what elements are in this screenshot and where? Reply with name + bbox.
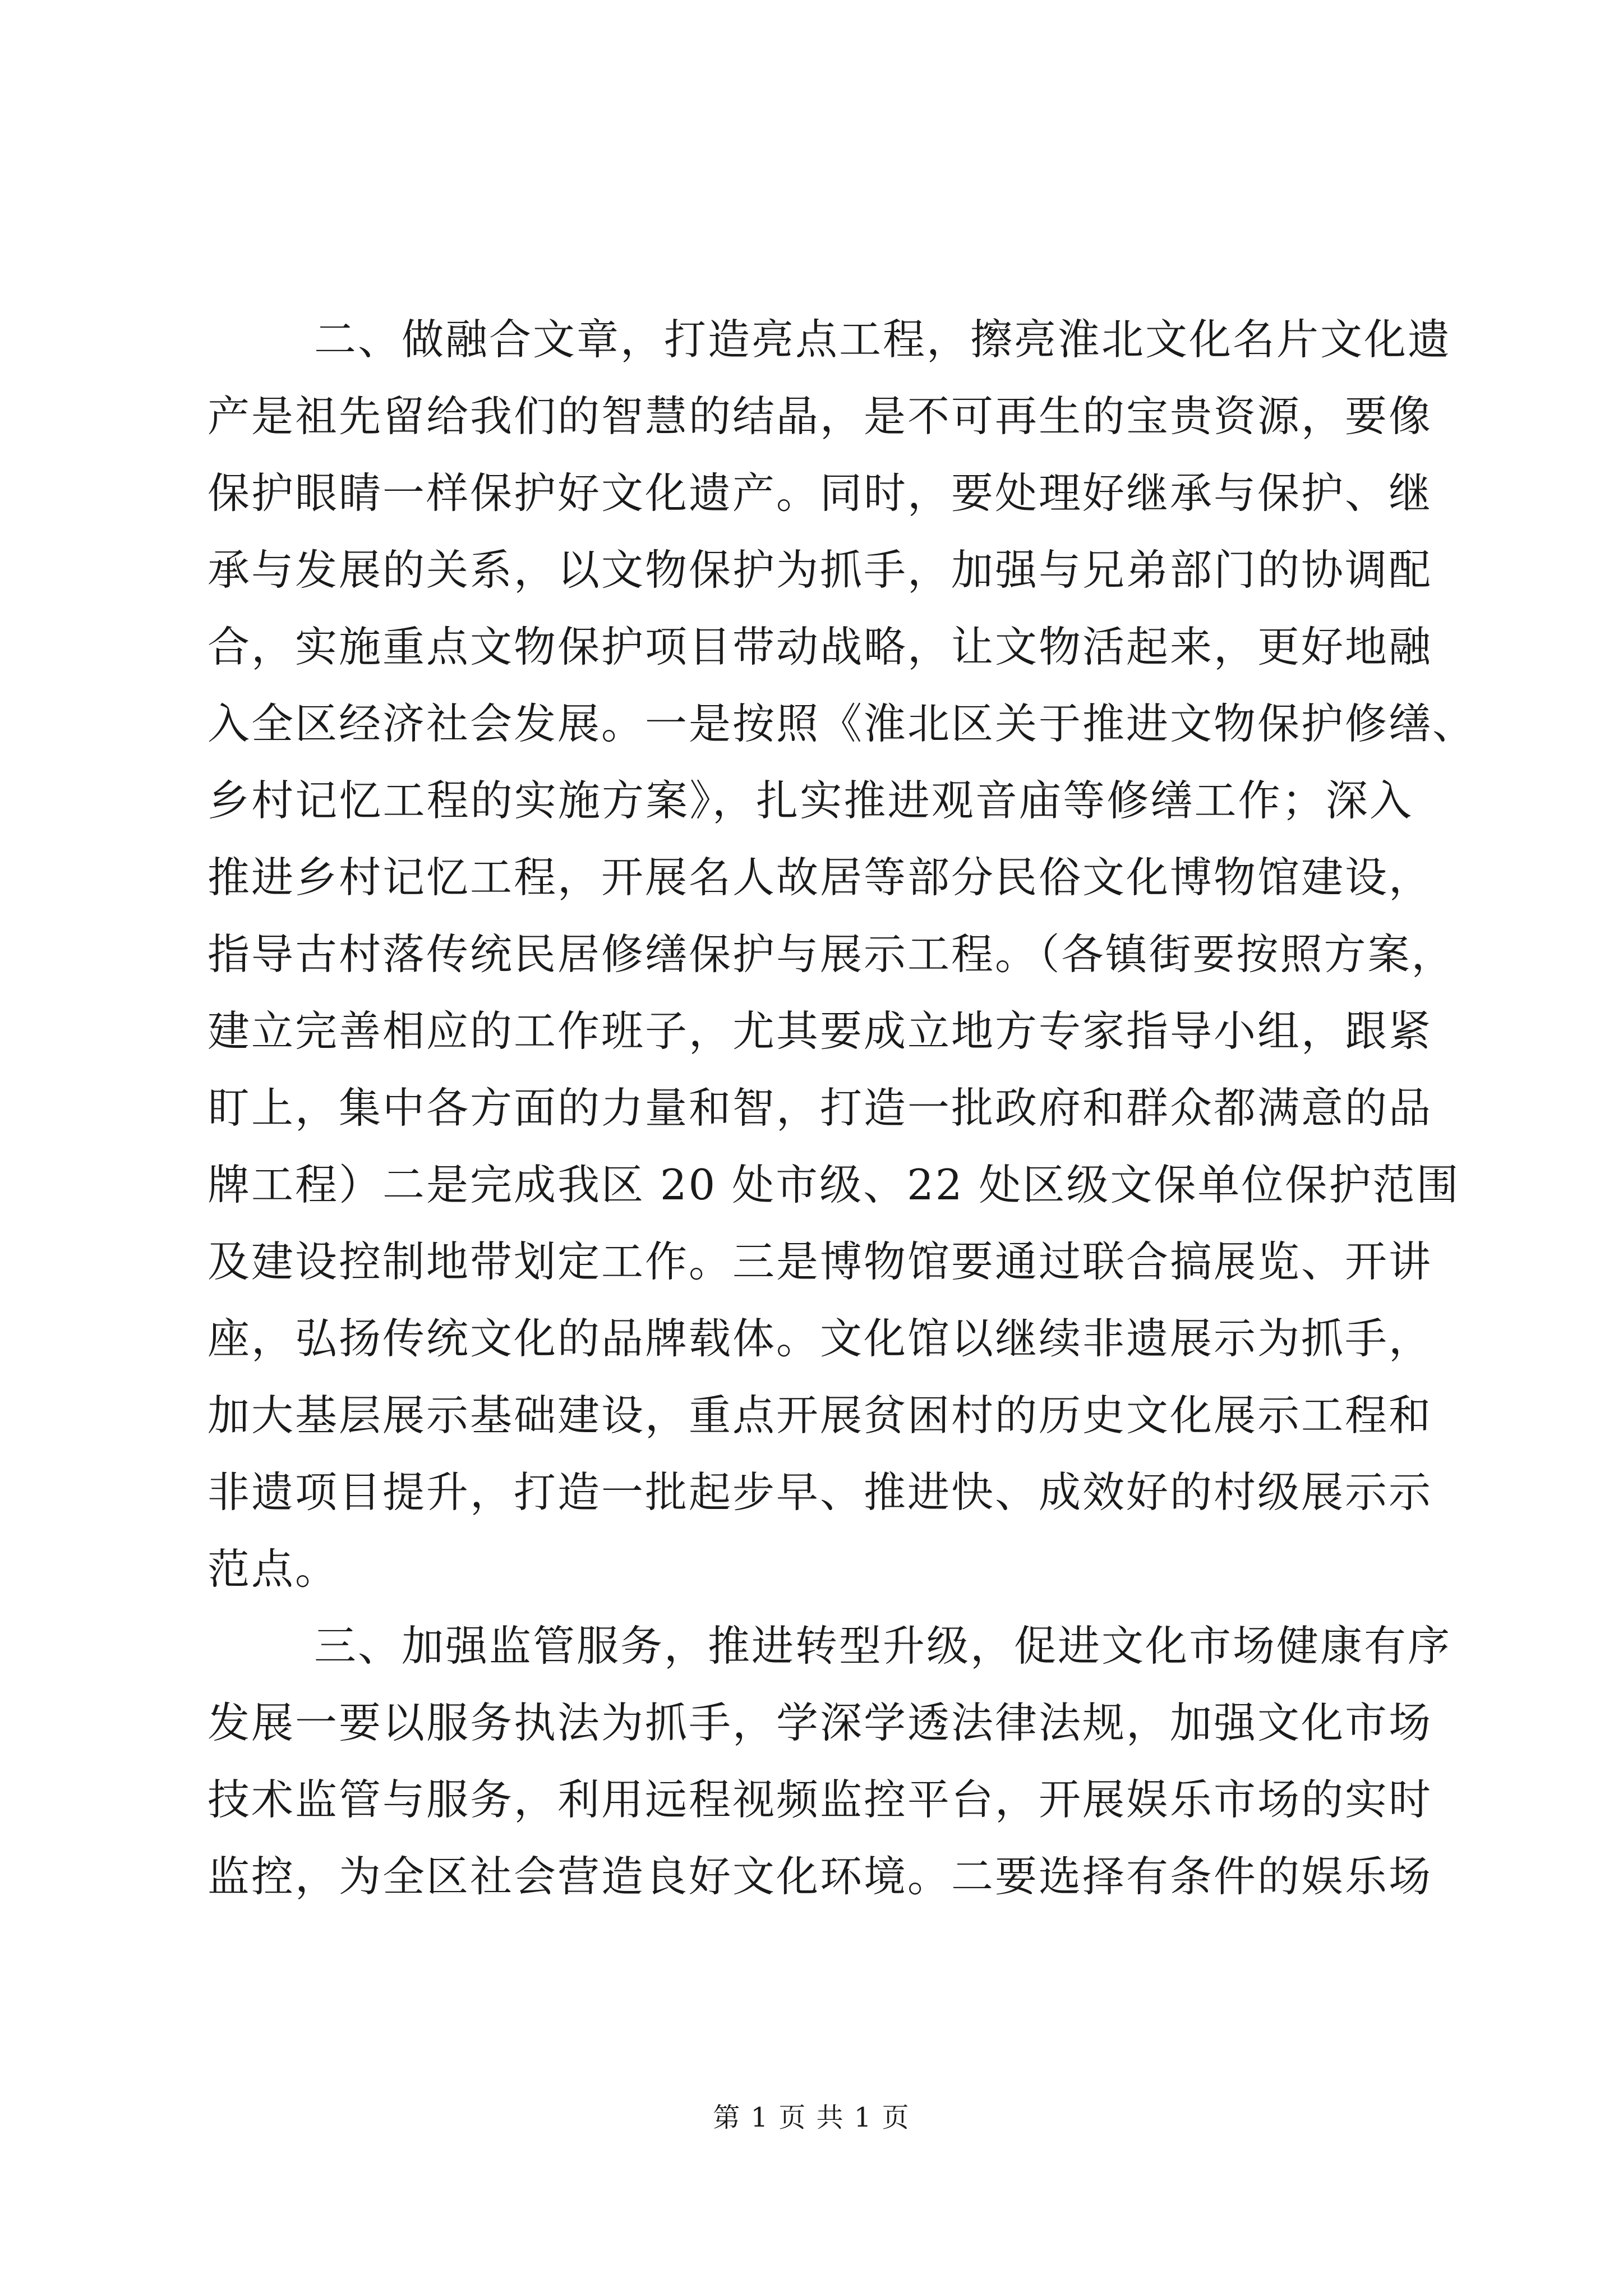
paragraph-line: 三、加强监管服务，推进转型升级，促进文化市场健康有序 [314,1621,1452,1671]
paragraph-line: 技术监管与服务，利用远程视频监控平台，开展娱乐市场的实时 [208,1775,1433,1824]
paragraph-line: 合，实施重点文物保护项目带动战略，让文物活起来，更好地融 [208,622,1433,671]
paragraph-line: 承与发展的关系，以文物保护为抓手，加强与兄弟部门的协调配 [208,545,1433,595]
paragraph-line: 指导古村落传统民居修缮保护与展示工程。（各镇街要按照方案， [208,930,1455,979]
paragraph-line: 保护眼睛一样保护好文化遗产。同时，要处理好继承与保护、继 [208,468,1433,518]
paragraph-line: 非遗项目提升，打造一批起步早、推进快、成效好的村级展示示 [208,1467,1433,1517]
paragraph-line: 二、做融合文章，打造亮点工程，擦亮淮北文化名片文化遗 [314,315,1452,364]
paragraph-line: 座，弘扬传统文化的品牌载体。文化馆以继续非遗展示为抓手， [208,1314,1433,1363]
page-number-footer: 第 1 页 共 1 页 [713,2102,910,2133]
paragraph-line: 产是祖先留给我们的智慧的结晶，是不可再生的宝贵资源，要像 [208,392,1433,441]
paragraph-line: 范点。 [208,1544,339,1594]
paragraph-line: 发展一要以服务执法为抓手，学深学透法律法规，加强文化市场 [208,1698,1433,1747]
paragraph-line: 牌工程）二是完成我区 20 处市级、22 处区级文保单位保护范围 [208,1160,1460,1209]
paragraph-line: 乡村记忆工程的实施方案》，扎实推进观音庙等修缮工作；深入 [208,776,1413,825]
paragraph-line: 加大基层展示基础建设，重点开展贫困村的历史文化展示工程和 [208,1391,1433,1440]
paragraph-line: 监控，为全区社会营造良好文化环境。二要选择有条件的娱乐场 [208,1852,1433,1901]
paragraph-line: 入全区经济社会发展。一是按照《淮北区关于推进文物保护修缮、 [208,699,1477,748]
paragraph-line: 推进乡村记忆工程，开展名人故居等部分民俗文化博物馆建设， [208,853,1433,902]
paragraph-line: 盯上，集中各方面的力量和智，打造一批政府和群众都满意的品 [208,1083,1433,1133]
paragraph-line: 建立完善相应的工作班子，尤其要成立地方专家指导小组，跟紧 [208,1006,1433,1056]
paragraph-line: 及建设控制地带划定工作。三是博物馆要通过联合搞展览、开讲 [208,1237,1433,1286]
